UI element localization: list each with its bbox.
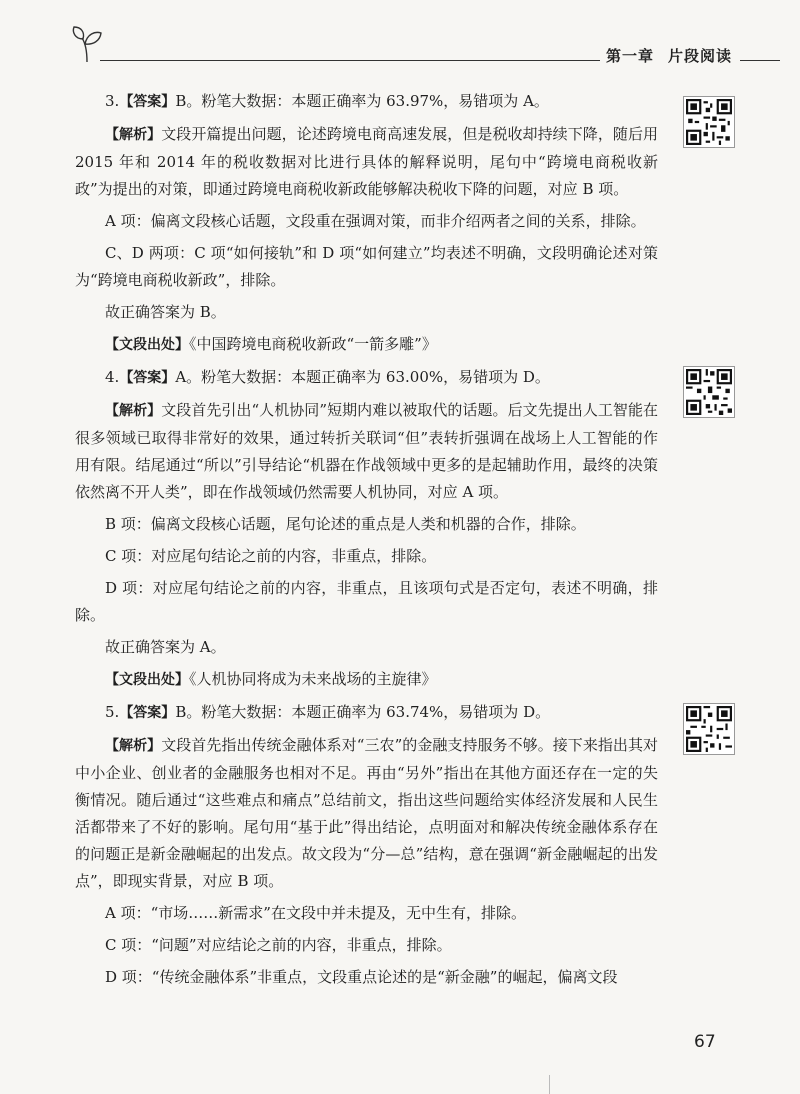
page-header xyxy=(0,0,800,80)
qr-code-icon xyxy=(686,369,732,415)
analysis-tag: 【解析】 xyxy=(105,403,162,419)
q5-analysis xyxy=(75,732,658,895)
analysis-text: 文段开篇提出问题，论述跨境电商高速发展，但是税收却持续下降，随后用 2015 年和 2014 年的税收数据对比进行具体的解释说明，尾句中“跨境电商税收新政”为提出的对策，即通过跨境电商税收新政能够解决税收下降的问题，对应 B 项。 xyxy=(75,125,659,198)
q4-option-b: B 项：偏离文段核心话题，尾句论述的重点是人类和机器的合作，排除。 xyxy=(105,515,586,533)
qr-code-q5[interactable] xyxy=(683,703,735,755)
chapter-title: 第一章 xyxy=(606,47,655,65)
q4-analysis xyxy=(75,397,658,506)
answer-content xyxy=(75,88,658,996)
margin-line xyxy=(549,1075,550,1094)
source-tag: 【文段出处】 xyxy=(105,337,189,353)
q3-source xyxy=(75,331,658,359)
answer-text: A。粉笔大数据：本题正确率为 63.00%，易错项为 D。 xyxy=(175,368,550,386)
q5-option-d: D 项：“传统金融体系”非重点，文段重点论述的是“新金融”的崛起，偏离文段 xyxy=(105,968,618,986)
q4-source xyxy=(75,666,658,694)
source-text: 《中国跨境电商税收新政“一箭多雕”》 xyxy=(189,335,437,353)
q3-conclusion: 故正确答案为 B。 xyxy=(105,303,226,321)
q4-option-c: C 项：对应尾句结论之前的内容，非重点，排除。 xyxy=(105,547,437,565)
source-tag: 【文段出处】 xyxy=(105,672,189,688)
answer-tag: 【答案】 xyxy=(119,94,176,110)
question-number: 4. xyxy=(105,368,120,386)
section-title: 片段阅读 xyxy=(668,47,733,65)
sprout-logo-icon xyxy=(70,22,104,64)
analysis-tag: 【解析】 xyxy=(105,127,162,143)
qr-code-icon xyxy=(686,706,732,752)
q5-answer xyxy=(75,699,658,727)
analysis-text: 文段首先引出“人机协同”短期内难以被取代的话题。后文先提出人工智能在很多领域已取得非常好的效果，通过转折关联词“但”表转折强调在战场上人工智能的作用有限。结尾通过“所以”引导结论“机器在作战领域中更多的是起辅助作用，最终的决策依然离不开人类”，即在作战领域仍然需要人机协同，对应 A 项。 xyxy=(75,401,659,501)
analysis-text: 文段首先指出传统金融体系对“三农”的金融支持服务不够。接下来指出其对中小企业、创业者的金融服务也相对不足。再由“另外”指出在其他方面还存在一定的失衡情况。随后通过“这些难点和痛点”总结前文，指出这些问题给实体经济发展和人民生活都带来了不好的影响。尾句用“基于此”得出结论，点明面对和解决传统金融体系存在的问题正是新金融崛起的出发点。故文段为“分—总”结构，意在强调“新金融崛起的出发点”，即现实背景，对应 B 项。 xyxy=(75,736,659,890)
answer-text: B。粉笔大数据：本题正确率为 63.74%，易错项为 D。 xyxy=(175,703,551,721)
q4-answer xyxy=(75,364,658,392)
header-rule-right xyxy=(740,60,780,61)
answer-tag: 【答案】 xyxy=(119,370,176,386)
q4-conclusion: 故正确答案为 A。 xyxy=(105,638,226,656)
qr-code-q4[interactable] xyxy=(683,366,735,418)
header-rule xyxy=(100,60,600,61)
q3-option-a: A 项：偏离文段核心话题，文段重在强调对策，而非介绍两者之间的关系，排除。 xyxy=(105,212,646,230)
qr-code-icon xyxy=(686,99,732,145)
question-number: 5. xyxy=(105,703,120,721)
qr-code-q3[interactable] xyxy=(683,96,735,148)
q5-option-a: A 项：“市场……新需求”在文段中并未提及，无中生有，排除。 xyxy=(105,904,526,922)
question-number: 3. xyxy=(105,92,120,110)
answer-tag: 【答案】 xyxy=(119,705,176,721)
analysis-tag: 【解析】 xyxy=(105,738,162,754)
q3-option-cd: C、D 两项：C 项“如何接轨”和 D 项“如何建立”均表述不明确，文段明确论述对策为“跨境电商税收新政”，排除。 xyxy=(75,244,658,289)
q4-option-d: D 项：对应尾句结论之前的内容，非重点，且该项句式是否定句，表述不明确，排除。 xyxy=(75,579,658,624)
q3-answer xyxy=(75,88,658,116)
answer-text: B。粉笔大数据：本题正确率为 63.97%，易错项为 A。 xyxy=(175,92,549,110)
q3-analysis xyxy=(75,121,658,203)
source-text: 《人机协同将成为未来战场的主旋律》 xyxy=(189,670,437,688)
page-number: 67 xyxy=(694,1032,716,1052)
q5-option-c: C 项：“问题”对应结论之前的内容，非重点，排除。 xyxy=(105,936,452,954)
running-header xyxy=(606,45,732,66)
